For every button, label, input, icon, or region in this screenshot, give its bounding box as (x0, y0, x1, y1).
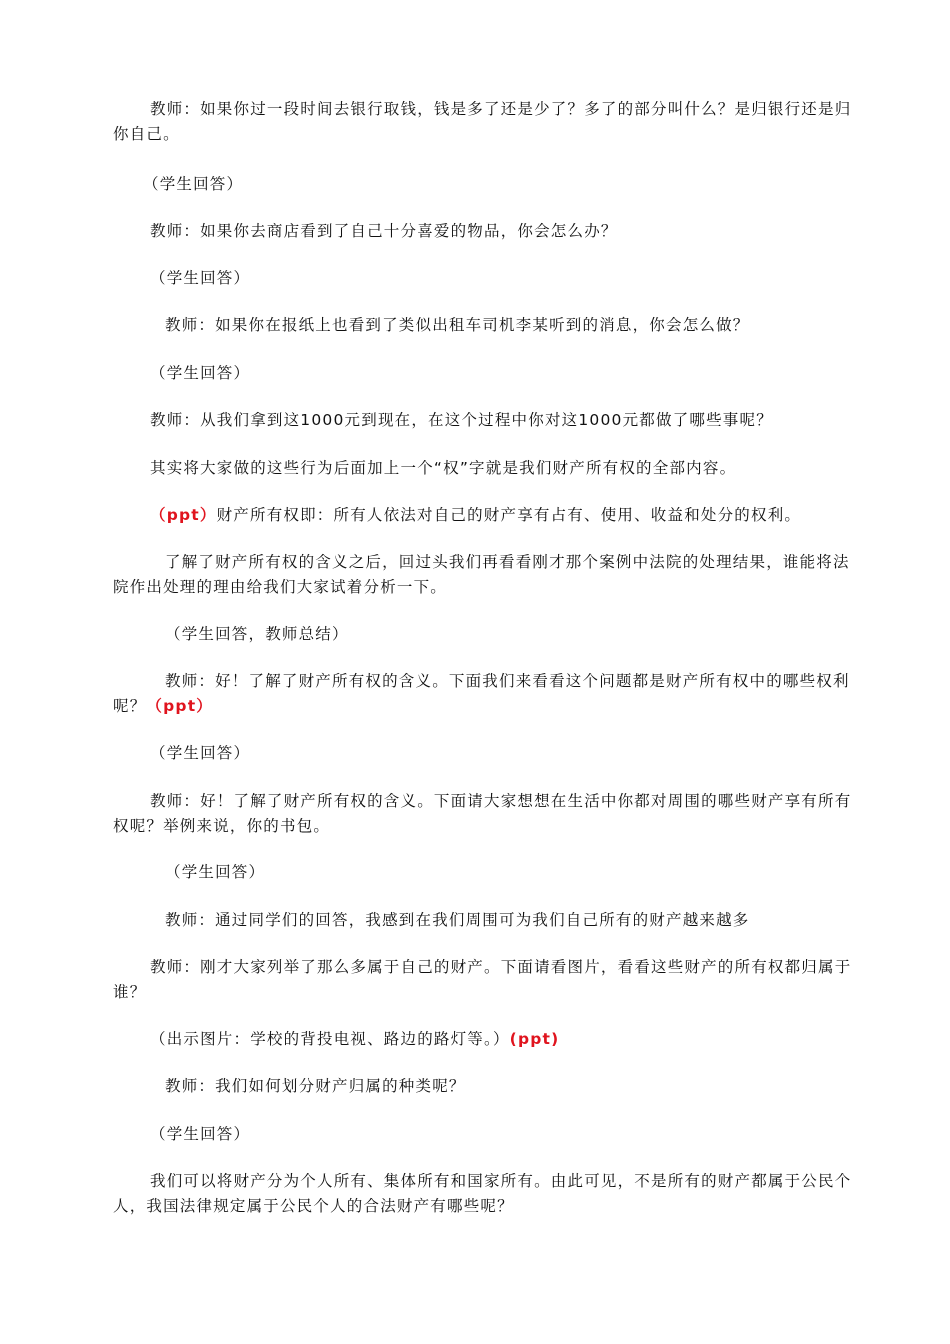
paragraph-17-text: 教师：刚才大家列举了那么多属于自己的财产。下面请看图片，看看这些财产的所有权都归属于谁？ (113, 958, 852, 1001)
paragraph-21 (113, 1169, 853, 1219)
paragraph-1 (113, 97, 853, 147)
paragraph-19-text: 教师：我们如何划分财产归属的种类呢？ (165, 1077, 466, 1095)
paragraph-9-text: 财产所有权即：所有人依法对自己的财产享有占有、使用、收益和处分的权利。 (216, 506, 802, 524)
paragraph-3-text: 教师：如果你去商店看到了自己十分喜爱的物品，你会怎么办？ (150, 222, 618, 240)
paragraph-20-text: （学生回答） (150, 1125, 251, 1143)
paragraph-15-text: （学生回答） (165, 863, 266, 881)
paragraph-1-text: 教师：如果你过一段时间去银行取钱，钱是多了还是少了？多了的部分叫什么？是归银行还是归你自己。 (113, 100, 852, 143)
paragraph-13-text: （学生回答） (150, 744, 251, 762)
paragraph-12-text: 教师：好！了解了财产所有权的含义。下面我们来看看这个问题都是财产所有权中的哪些权利呢？ (113, 672, 850, 715)
paragraph-14-text: 教师：好！了解了财产所有权的含义。下面请大家想想在生活中你都对周围的哪些财产享有所有权呢？举例来说，你的书包。 (113, 792, 852, 835)
paragraph-13 (113, 741, 853, 766)
paragraph-19 (113, 1074, 853, 1099)
paragraph-4 (113, 266, 853, 291)
paragraph-10-text: 了解了财产所有权的含义之后，回过头我们再看看刚才那个案例中法院的处理结果，谁能将法院作出处理的理由给我们大家试着分析一下。 (113, 553, 850, 596)
paragraph-5-text: 教师：如果你在报纸上也看到了类似出租车司机李某听到的消息，你会怎么做？ (165, 316, 750, 334)
paragraph-15 (113, 860, 853, 885)
paragraph-18-text: （出示图片：学校的背投电视、路边的路灯等。） (150, 1030, 510, 1048)
paragraph-17 (113, 955, 853, 1005)
paragraph-5 (113, 313, 853, 338)
paragraph-21-text: 我们可以将财产分为个人所有、集体所有和国家所有。由此可见，不是所有的财产都属于公民个人，我国法律规定属于公民个人的合法财产有哪些呢？ (113, 1172, 852, 1215)
paragraph-6 (113, 361, 853, 386)
paragraph-12 (113, 669, 853, 719)
paragraph-2-text: （学生回答） (143, 175, 244, 193)
paragraph-2 (113, 172, 853, 197)
ppt-marker: （ppt） (146, 697, 214, 715)
paragraph-9 (113, 503, 853, 528)
paragraph-7 (113, 408, 853, 433)
paragraph-16 (113, 908, 853, 933)
paragraph-10 (113, 550, 853, 600)
paragraph-14 (113, 789, 853, 839)
paragraph-8 (113, 456, 853, 481)
paragraph-4-text: （学生回答） (150, 269, 251, 287)
ppt-marker: (ppt) (509, 1030, 560, 1048)
paragraph-3 (113, 219, 853, 244)
paragraph-20 (113, 1122, 853, 1147)
paragraph-16-text: 教师：通过同学们的回答，我感到在我们周围可为我们自己所有的财产越来越多 (165, 911, 750, 929)
paragraph-11-text: （学生回答，教师总结） (165, 625, 349, 643)
paragraph-7-text: 教师：从我们拿到这1000元到现在，在这个过程中你对这1000元都做了哪些事呢？ (150, 411, 773, 429)
paragraph-8-text: 其实将大家做的这些行为后面加上一个“权”字就是我们财产所有权的全部内容。 (150, 459, 737, 477)
paragraph-18 (113, 1027, 853, 1052)
ppt-marker: （ppt） (150, 506, 217, 524)
paragraph-6-text: （学生回答） (150, 364, 251, 382)
paragraph-11 (113, 622, 853, 647)
